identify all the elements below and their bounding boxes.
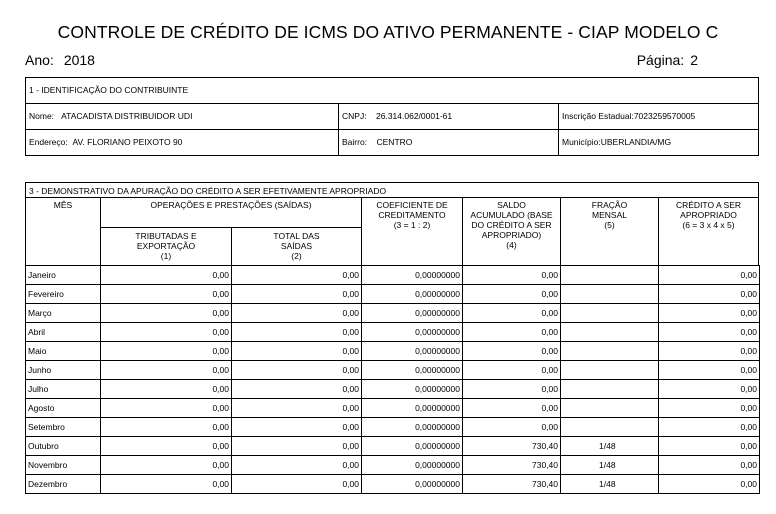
col-fracao — [561, 200, 658, 230]
page-value: 2 — [690, 52, 698, 68]
report-title: CONTROLE DE CRÉDITO DE ICMS DO ATIVO PERMANENTE - CIAP MODELO C — [57, 22, 719, 42]
cell-mes: Junho — [26, 361, 101, 380]
table-row — [26, 437, 760, 456]
state-registration-label: Inscrição Estadual: — [562, 111, 634, 121]
cell-saldo: 0,00 — [463, 380, 561, 399]
cell-trib: 0,00 — [101, 304, 232, 323]
col-mes: MÊS — [53, 200, 73, 210]
cell-credito: 0,00 — [659, 475, 760, 494]
col-total-line3: (2) — [291, 251, 302, 261]
cell-total: 0,00 — [232, 456, 362, 475]
cell-saldo: 0,00 — [463, 361, 561, 380]
col-saldo-line5: (4) — [506, 240, 517, 250]
cell-trib: 0,00 — [101, 342, 232, 361]
col-total — [232, 231, 361, 261]
year-label: Ano: — [25, 52, 54, 68]
page-label: Página: — [636, 52, 685, 68]
col-coef-line2: CREDITAMENTO — [378, 210, 446, 220]
cell-credito: 0,00 — [659, 323, 760, 342]
cell-trib: 0,00 — [101, 418, 232, 437]
statement-table — [25, 265, 760, 494]
cell-total: 0,00 — [232, 361, 362, 380]
cell-trib: 0,00 — [101, 285, 232, 304]
col-coef-line1: COEFICIENTE DE — [376, 200, 448, 210]
cell-credito: 0,00 — [659, 456, 760, 475]
cell-saldo: 730,40 — [463, 456, 561, 475]
cell-fracao — [561, 418, 659, 437]
cell-trib: 0,00 — [101, 361, 232, 380]
district-field — [342, 137, 412, 147]
cell-trib: 0,00 — [101, 399, 232, 418]
cell-mes: Dezembro — [26, 475, 101, 494]
cell-trib: 0,00 — [101, 437, 232, 456]
cell-total: 0,00 — [232, 475, 362, 494]
col-tributadas-line1: TRIBUTADAS E — [135, 231, 197, 241]
cell-mes: Março — [26, 304, 101, 323]
page-line — [637, 52, 698, 68]
cell-coef: 0,00000000 — [362, 361, 463, 380]
cell-fracao: 1/48 — [561, 456, 659, 475]
taxpayer-section-title: 1 - IDENTIFICAÇÃO DO CONTRIBUINTE — [29, 85, 189, 95]
cell-trib: 0,00 — [101, 475, 232, 494]
year-value: 2018 — [63, 52, 95, 68]
cell-saldo: 0,00 — [463, 399, 561, 418]
table-row — [26, 323, 760, 342]
cell-mes: Outubro — [26, 437, 101, 456]
col-tributadas — [101, 231, 231, 261]
col-credito-line2: APROPRIADO — [680, 210, 737, 220]
cell-total: 0,00 — [232, 342, 362, 361]
cell-saldo: 0,00 — [463, 266, 561, 285]
cell-mes: Abril — [26, 323, 101, 342]
cell-coef: 0,00000000 — [362, 266, 463, 285]
cell-fracao: 1/48 — [561, 475, 659, 494]
col-saldo-line3: DO CRÉDITO A SER — [471, 220, 552, 230]
cell-fracao — [561, 304, 659, 323]
cell-credito: 0,00 — [659, 342, 760, 361]
cnpj-label: CNPJ: — [342, 111, 367, 121]
cell-fracao — [561, 323, 659, 342]
table-row — [26, 361, 760, 380]
table-row — [26, 456, 760, 475]
cell-coef: 0,00000000 — [362, 342, 463, 361]
col-coef-line3: (3 = 1 : 2) — [393, 220, 431, 230]
taxpayer-section — [25, 77, 759, 156]
cell-credito: 0,00 — [659, 399, 760, 418]
col-credito-line1: CRÉDITO A SER — [675, 200, 742, 210]
cell-saldo: 0,00 — [463, 323, 561, 342]
table-row — [26, 399, 760, 418]
table-row — [26, 380, 760, 399]
cell-trib: 0,00 — [101, 456, 232, 475]
col-fracao-line3: (5) — [604, 220, 615, 230]
cell-coef: 0,00000000 — [362, 475, 463, 494]
name-label: Nome: — [29, 111, 55, 121]
cnpj-field — [342, 111, 452, 121]
table-row — [26, 266, 760, 285]
col-saldo-line1: SALDO — [497, 200, 526, 210]
cell-credito: 0,00 — [659, 361, 760, 380]
state-registration-field — [562, 111, 695, 121]
cell-trib: 0,00 — [101, 380, 232, 399]
cell-coef: 0,00000000 — [362, 399, 463, 418]
cell-total: 0,00 — [232, 380, 362, 399]
cell-coef: 0,00000000 — [362, 418, 463, 437]
col-credito — [659, 200, 758, 230]
cell-fracao — [561, 361, 659, 380]
cell-saldo: 730,40 — [463, 437, 561, 456]
cell-total: 0,00 — [232, 399, 362, 418]
cell-saldo: 730,40 — [463, 475, 561, 494]
district-value: CENTRO — [376, 137, 413, 147]
city-label: Município: — [562, 137, 601, 147]
year-line — [25, 52, 95, 68]
cell-credito: 0,00 — [659, 418, 760, 437]
col-tributadas-line2: EXPORTAÇÃO — [136, 241, 196, 251]
col-tributadas-line3: (1) — [160, 251, 172, 261]
cell-total: 0,00 — [232, 304, 362, 323]
cell-mes: Janeiro — [26, 266, 101, 285]
state-registration-value: 7023259570005 — [633, 111, 696, 121]
cell-saldo: 0,00 — [463, 285, 561, 304]
col-saldo-line2: ACUMULADO (BASE — [470, 210, 553, 220]
address-value: AV. FLORIANO PEIXOTO 90 — [72, 137, 183, 147]
name-value: ATACADISTA DISTRIBUIDOR UDI — [61, 111, 193, 121]
cell-trib: 0,00 — [101, 323, 232, 342]
cell-saldo: 0,00 — [463, 304, 561, 323]
cell-mes: Setembro — [26, 418, 101, 437]
col-credito-line3: (6 = 3 x 4 x 5) — [682, 220, 735, 230]
cell-credito: 0,00 — [659, 285, 760, 304]
cell-coef: 0,00000000 — [362, 323, 463, 342]
col-operacoes: OPERAÇÕES E PRESTAÇÕES (SAÍDAS) — [150, 200, 312, 210]
city-field — [562, 137, 671, 147]
statement-section-title: 3 - DEMONSTRATIVO DA APURAÇÃO DO CRÉDITO A SER EFETIVAMENTE APROPRIADO — [29, 186, 387, 196]
cell-fracao — [561, 399, 659, 418]
cell-coef: 0,00000000 — [362, 304, 463, 323]
cell-coef: 0,00000000 — [362, 437, 463, 456]
col-coeficiente — [362, 200, 462, 230]
cell-coef: 0,00000000 — [362, 456, 463, 475]
cell-total: 0,00 — [232, 437, 362, 456]
cell-total: 0,00 — [232, 285, 362, 304]
cell-mes: Maio — [26, 342, 101, 361]
cell-fracao — [561, 266, 659, 285]
col-saldo-line4: APROPRIADO) — [481, 230, 542, 240]
cell-total: 0,00 — [232, 266, 362, 285]
cell-fracao: 1/48 — [561, 437, 659, 456]
col-saldo — [463, 200, 560, 250]
cell-trib: 0,00 — [101, 266, 232, 285]
address-label: Endereço: — [29, 137, 68, 147]
col-fracao-line2: MENSAL — [592, 210, 627, 220]
cell-fracao — [561, 342, 659, 361]
cell-credito: 0,00 — [659, 304, 760, 323]
col-fracao-line1: FRAÇÃO — [591, 200, 628, 210]
name-field — [29, 111, 192, 121]
cell-coef: 0,00000000 — [362, 380, 463, 399]
cell-mes: Novembro — [26, 456, 101, 475]
cell-credito: 0,00 — [659, 380, 760, 399]
cell-fracao — [561, 380, 659, 399]
district-label: Bairro: — [342, 137, 368, 147]
cell-credito: 0,00 — [659, 266, 760, 285]
col-total-line2: SAÍDAS — [280, 241, 313, 251]
table-row — [26, 475, 760, 494]
cell-mes: Agosto — [26, 399, 101, 418]
cell-mes: Julho — [26, 380, 101, 399]
table-row — [26, 418, 760, 437]
cell-saldo: 0,00 — [463, 342, 561, 361]
city-value: UBERLANDIA/MG — [600, 137, 672, 147]
statement-section-header — [25, 182, 759, 266]
cell-fracao — [561, 285, 659, 304]
cnpj-value: 26.314.062/0001-61 — [376, 111, 453, 121]
cell-total: 0,00 — [232, 323, 362, 342]
address-field — [29, 137, 182, 147]
cell-credito: 0,00 — [659, 437, 760, 456]
cell-mes: Fevereiro — [26, 285, 101, 304]
cell-coef: 0,00000000 — [362, 285, 463, 304]
table-row — [26, 342, 760, 361]
col-total-line1: TOTAL DAS — [273, 231, 320, 241]
table-row — [26, 304, 760, 323]
table-row — [26, 285, 760, 304]
cell-total: 0,00 — [232, 418, 362, 437]
cell-saldo: 0,00 — [463, 418, 561, 437]
